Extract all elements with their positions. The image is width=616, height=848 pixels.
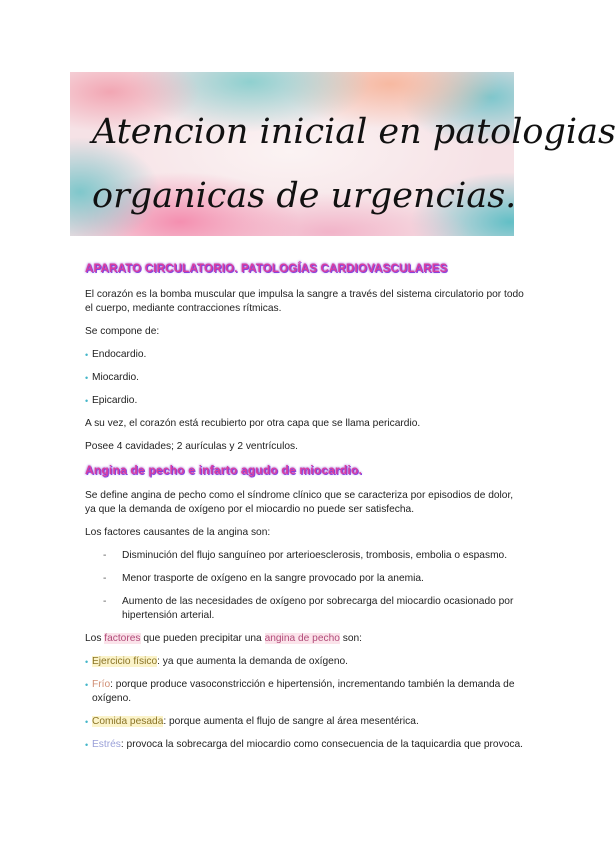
factor-term: Estrés — [92, 739, 121, 750]
factor-term: Comida pesada — [92, 716, 164, 727]
list-item — [85, 595, 525, 623]
list-item — [85, 371, 525, 385]
bullet-icon: • — [85, 350, 89, 360]
bullet-icon: • — [85, 717, 89, 727]
bullet-icon: • — [85, 373, 89, 383]
section-heading-angina: Angina de pecho e infarto agudo de miocardio. — [85, 463, 363, 477]
banner-title-line-2: organicas de urgencias. — [92, 176, 517, 216]
section-heading-circulatorio: APARATO CIRCULATORIO. PATOLOGÍAS CARDIOVASCULARES — [85, 263, 448, 275]
list-item — [85, 678, 525, 706]
cavities-paragraph: Posee 4 cavidades; 2 aurículas y 2 ventrículos. — [85, 441, 298, 452]
banner-title — [92, 100, 616, 228]
factor-text: : porque produce vasoconstricción e hipertensión, incrementando también la demanda de oxígeno. — [92, 679, 515, 704]
list-item-text — [92, 715, 419, 729]
list-item-text — [92, 738, 523, 752]
list-item — [85, 549, 525, 563]
text-fragment: que pueden precipitar una — [140, 633, 265, 644]
list-item — [85, 715, 525, 729]
list-item-text: Epicardio. — [92, 395, 138, 406]
list-item-text: Aumento de las necesidades de oxígeno por sobrecarga del miocardio ocasionado por hipertensión arterial. — [122, 596, 514, 621]
bullet-icon: • — [85, 680, 89, 690]
bullet-icon: • — [85, 396, 89, 406]
list-item-text — [92, 655, 348, 669]
highlight-factores: factores — [104, 633, 141, 644]
pericardio-paragraph: A su vez, el corazón está recubierto por otra capa que se llama pericardio. — [85, 418, 421, 429]
dash-icon: - — [103, 550, 107, 561]
document-body — [85, 262, 525, 761]
title-banner — [70, 72, 616, 236]
bullet-icon: • — [85, 740, 89, 750]
factor-text: : provoca la sobrecarga del miocardio como consecuencia de la taquicardia que provoca. — [120, 739, 523, 750]
list-item-text: Menor trasporte de oxígeno en la sangre provocado por la anemia. — [122, 573, 424, 584]
list-item-text — [92, 678, 525, 706]
list-item-text: Endocardio. — [92, 349, 147, 360]
factor-term: Frío — [92, 679, 111, 690]
list-item — [85, 348, 525, 362]
list-item — [85, 572, 525, 586]
heart-layers-list — [85, 348, 525, 408]
text-fragment: son: — [339, 633, 362, 644]
bullet-icon: • — [85, 657, 89, 667]
list-item — [85, 394, 525, 408]
list-item-text: Disminución del flujo sanguíneo por arterioesclerosis, trombosis, embolia o espasmo. — [122, 550, 508, 561]
text-fragment: Los — [85, 633, 105, 644]
highlight-angina: angina de pecho — [264, 633, 340, 644]
definition-paragraph: Se define angina de pecho como el síndrome clínico que se caracteriza por episodios de dolor, ya que la demanda de oxígeno por el miocardio no puede ser satisfecha. — [85, 490, 514, 515]
dash-icon: - — [103, 573, 107, 584]
factor-term: Ejercicio físico — [92, 656, 158, 667]
banner-title-line-1: Atencion inicial en patologias — [92, 112, 616, 152]
list-item — [85, 655, 525, 669]
list-item-text: Miocardio. — [92, 372, 139, 383]
causes-list — [85, 549, 525, 623]
precipitating-factors-list — [85, 655, 525, 752]
intro-paragraph: El corazón es la bomba muscular que impulsa la sangre a través del sistema circulatorio por todo el cuerpo, mediante contracciones rítmicas. — [85, 289, 524, 314]
factor-text: : ya que aumenta la demanda de oxígeno. — [157, 656, 348, 667]
causes-label: Los factores causantes de la angina son: — [85, 527, 271, 538]
list-item — [85, 738, 525, 752]
precipitating-paragraph — [85, 632, 525, 646]
composed-label: Se compone de: — [85, 326, 160, 337]
dash-icon: - — [103, 596, 107, 607]
factor-text: : porque aumenta el flujo de sangre al área mesentérica. — [163, 716, 419, 727]
